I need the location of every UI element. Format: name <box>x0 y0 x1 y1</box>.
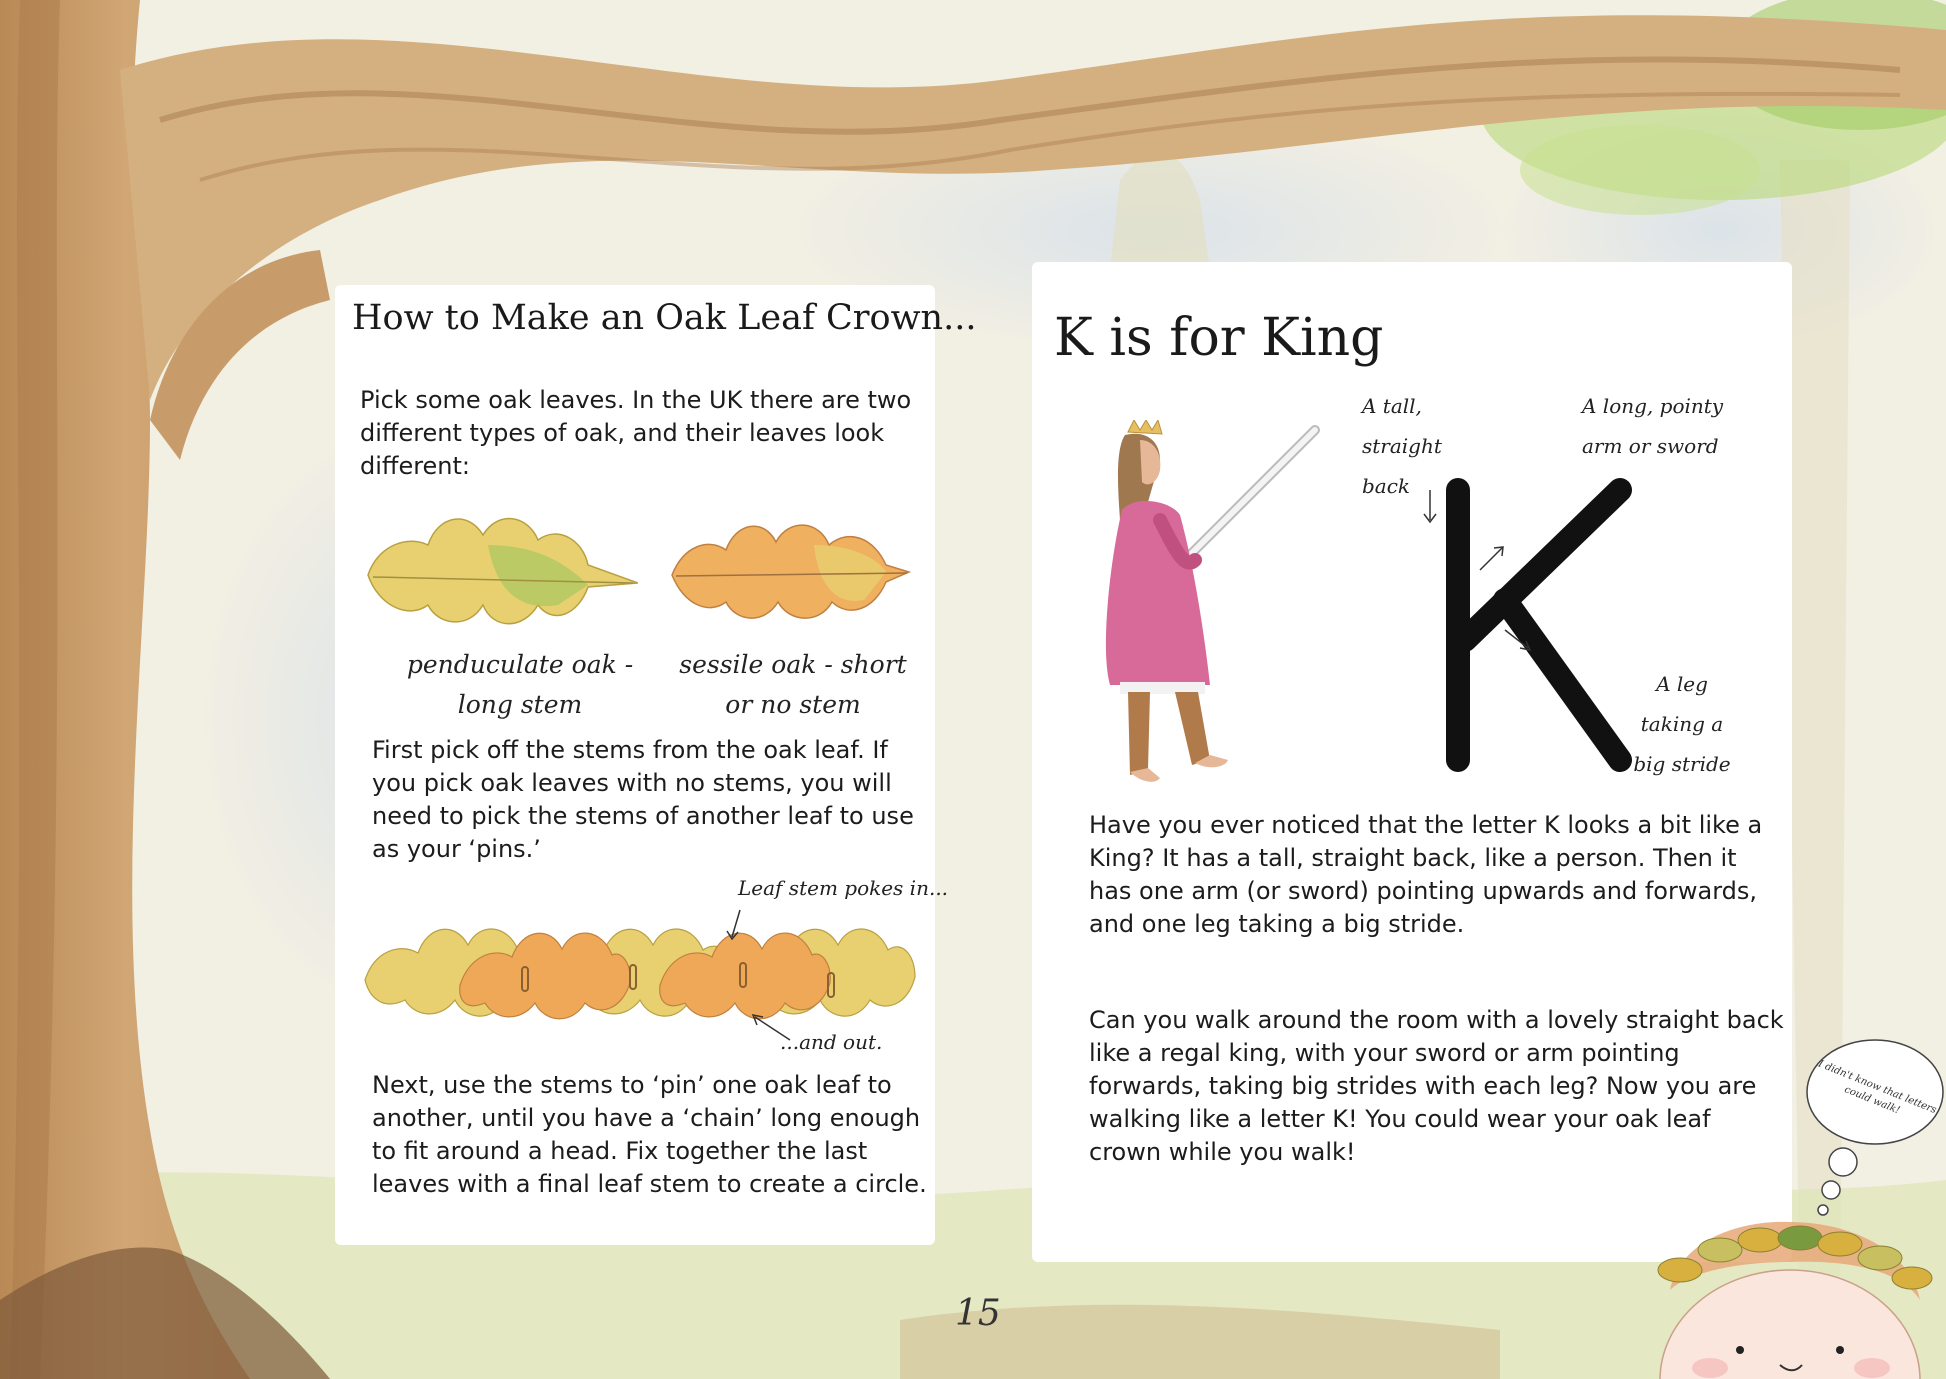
tall-straight-back-note: A tall, straight back <box>1362 394 1442 498</box>
k-is-for-king-heading: K is for King <box>1054 308 1384 368</box>
leaf-stem-out-note: ...and out. <box>780 1030 883 1054</box>
thought-bubble-text: I didn't know that letters could walk! <box>1816 1058 1938 1117</box>
king-illustration <box>1100 420 1330 795</box>
oak-intro-paragraph: Pick some oak leaves. In the UK there are two different types of oak, and their leaves look different: <box>360 386 912 480</box>
sessile-oak-caption: sessile oak - short or no stem <box>679 650 907 719</box>
oak-crown-heading: How to Make an Oak Leaf Crown... <box>352 298 977 338</box>
big-stride-leg-note: A leg taking a big stride <box>1633 672 1731 776</box>
step-one-paragraph: First pick off the stems from the oak leaf. If you pick oak leaves with no stems, you will need to pick the stems of another leaf to use as your ‘pins.’ <box>372 736 914 863</box>
sessile-oak-leaf-illustration <box>664 510 914 630</box>
penduculate-oak-caption: penduculate oak - long stem <box>406 650 634 719</box>
letter-k-illustration <box>1410 470 1650 780</box>
penduculate-oak-leaf-illustration <box>358 505 638 635</box>
step-two-paragraph: Next, use the stems to ‘pin’ one oak leaf to another, until you have a ‘chain’ long enough to fit around a head. Fix together the last leaves with a final leaf stem to create a circle. <box>372 1071 927 1198</box>
leaf-chain-illustration <box>360 905 920 1045</box>
child-with-leaf-crown-illustration <box>1640 1200 1946 1379</box>
page-number: 15 <box>955 1293 1001 1334</box>
leaf-stem-in-note: Leaf stem pokes in... <box>738 876 949 900</box>
walk-like-k-paragraph: Can you walk around the room with a lovely straight back like a regal king, with your sword or arm pointing forwards, taking big strides with each leg? Now you are walking like a letter K! You could wear your oak leaf crown while you walk! <box>1089 1006 1784 1166</box>
long-pointy-arm-note: A long, pointy arm or sword <box>1582 394 1724 458</box>
k-looks-like-king-paragraph: Have you ever noticed that the letter K looks a bit like a King? It has a tall, straight back, like a person. Then it has one arm (or sword) pointing upwards and forwards, and one leg taking a big stride. <box>1089 811 1763 938</box>
